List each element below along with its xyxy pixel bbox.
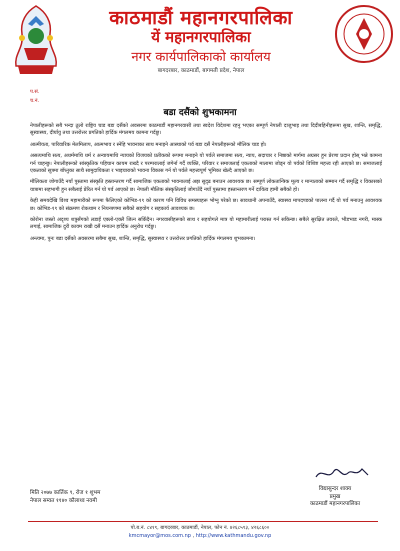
date-nepal-sambat: नेपाल सम्वत ११४० कौलाथ्व नवमी	[30, 497, 97, 504]
municipality-title-newari: यें महानगरपालिका	[151, 28, 251, 46]
date-block	[30, 490, 100, 505]
nepal-emblem-icon	[6, 4, 66, 76]
signatory-name: विद्यासुन्दर शाक्य	[318, 486, 352, 492]
footer-divider	[28, 521, 378, 522]
signatory-block	[290, 486, 380, 509]
body-paragraph: कोरोना जस्तो अदृश्य शत्रुसँगको लडाइँ एक्लो-एक्लै जित्न सकिँदैन। नगरवासीहरूको साथ र सहयोगले मात्र यो महामारीलाई परास्त गर्न सकिन्छ। सबैले सुरक्षित तवरले, भीडभाड नगरी, मास्क लगाई, सामाजिक दुरी कायम राखी दसैं मनाउन हार्दिक अनुरोध गर्दछु।	[30, 217, 382, 231]
body-paragraph: नेपालीहरूको सबै भन्दा ठूलो राष्ट्रिय चाड बडा दसैंको अवसरमा काठमाडौं महानगरवासी तथा स्वदेश विदेशमा रहनु भएका सम्पूर्ण नेपाली दाजुभाइ तथा दिदीबहिनीहरूमा सुख, शान्ति, समृद्धि, सुस्वास्थ्य, दीर्घायु तथा उत्तरोत्तर प्रगतिको हार्दिक मंगलमय कामना गर्दछु।	[30, 123, 382, 137]
footer	[0, 525, 400, 540]
body-paragraph: अन्त्यमा, पुनः बडा दसैंको अवसरमा सबैमा सुख, शान्ति, समृद्धि, सुस्वास्थ्य र उत्तरोत्तर प्रगतिको हार्दिक मंगलमय शुभकामना।	[30, 235, 256, 242]
signature-image	[312, 463, 372, 483]
reference-block	[30, 88, 39, 106]
footer-links: kmcmayor@mos.com.np , http://www.kathmandu.gov.np	[128, 532, 272, 539]
dispatch-number-label: च.नं.	[30, 98, 40, 104]
date-bs: मिति २०७७ कार्तिक ९, रोज १ शुभम	[30, 490, 101, 496]
website-link[interactable]: http://www.kathmandu.gov.np	[195, 532, 272, 539]
email-link[interactable]: kmcmayor@mos.com.np	[128, 532, 191, 539]
body-paragraph: केही समयदेखि विश्व महामारीको रूपमा फैलिएको कोभिड-१९ को कारण पनि विविध समस्याहरू भोग्नु परेको छ। सावधानी अपनाउँदै, स्वास्थ्य मापदण्डको पालना गर्दै यो पर्व मनाउनु आवश्यक छ। कोभिड-१९ को संक्रमण रोकथाम र नियन्त्रणमा सबैको सहयोग र सहकार्य आवश्यक छ।	[30, 198, 382, 212]
body-paragraph: असत्यमाथि सत्य, अधर्ममाथि धर्म र अन्यायमाथि न्यायको विजयको प्रतीकको रूपमा मनाइने यो पर्वले समाजमा सत्य, न्याय, सदाचार र निष्ठाको मार्गमा अग्रसर हुन प्रेरणा प्रदान होस् भन्ने कामना गर्न चाहन्छु। नेपालीहरूको सांस्कृतिक पहिचान कायम राख्दै र परम्परालाई जगेर्ना गर्दै व्यक्ति, परिवार र समाजलाई एकताको मालामा जोड्न यो पर्वको विशिष्ट महत्त्व रही आएको छ। समाजलाई एकताको सूत्रमा बाँध्नुका साथै सामुदायिकता र भाइचाराको भावना विकास गर्न यो पर्वले महत्त्वपूर्ण भूमिका खेल्दै आएको छ।	[30, 153, 382, 175]
municipality-title: काठमाडौं महानगरपालिका	[109, 7, 293, 29]
body-paragraph: मौलिकता जोगाउँदै नयाँ पुस्तामा संस्कृति हस्तान्तरण गर्दै सामाजिक एकताको भावनालाई अझ सुदृढ बनाउन आवश्यक छ। सम्पूर्ण लोकतान्त्रिक मूल्य र मान्यताको सम्मान गर्दै समृद्धि र विकासको यात्रामा सहभागी हुन सबैलाई प्रेरित गर्न यो पर्व आएको छ। नेपाली मौलिक संस्कृतिलाई जोगाउँदै नयाँ पुस्तामा हस्तान्तरण गर्ने दायित्व हामी सबैको हो।	[30, 179, 382, 193]
letter-body	[30, 123, 382, 247]
office-title: नगर कार्यपालिकाको कार्यालय	[131, 50, 271, 65]
municipality-seal-icon	[334, 4, 394, 64]
letter-number-label: प.सं.	[30, 89, 40, 95]
body-paragraph: आत्मीयता, पारिवारिक मेलमिलाप, आत्मभाव र स्नेहि भावनाका साथ मनाइने आस्थाको पर्व बडा दसैं नेपालीहरूको मौलिक चाड हो।	[30, 141, 267, 148]
office-address: बागदरबार, काठमाडौं, बागमती प्रदेश, नेपाल	[157, 68, 245, 74]
letter-heading: बडा दसैंको शुभकामना	[163, 108, 237, 118]
letterhead	[0, 0, 400, 82]
signatory-office: काठमाडौं महानगरपालिका	[309, 501, 361, 507]
signatory-title: प्रमुख	[329, 493, 341, 500]
footer-contact: पो.ब.नं. ८४१९, बागदरबार, काठमाडौं, नेपाल, फोन नं. ४२६८५९३, ४२६८६००	[130, 525, 270, 531]
